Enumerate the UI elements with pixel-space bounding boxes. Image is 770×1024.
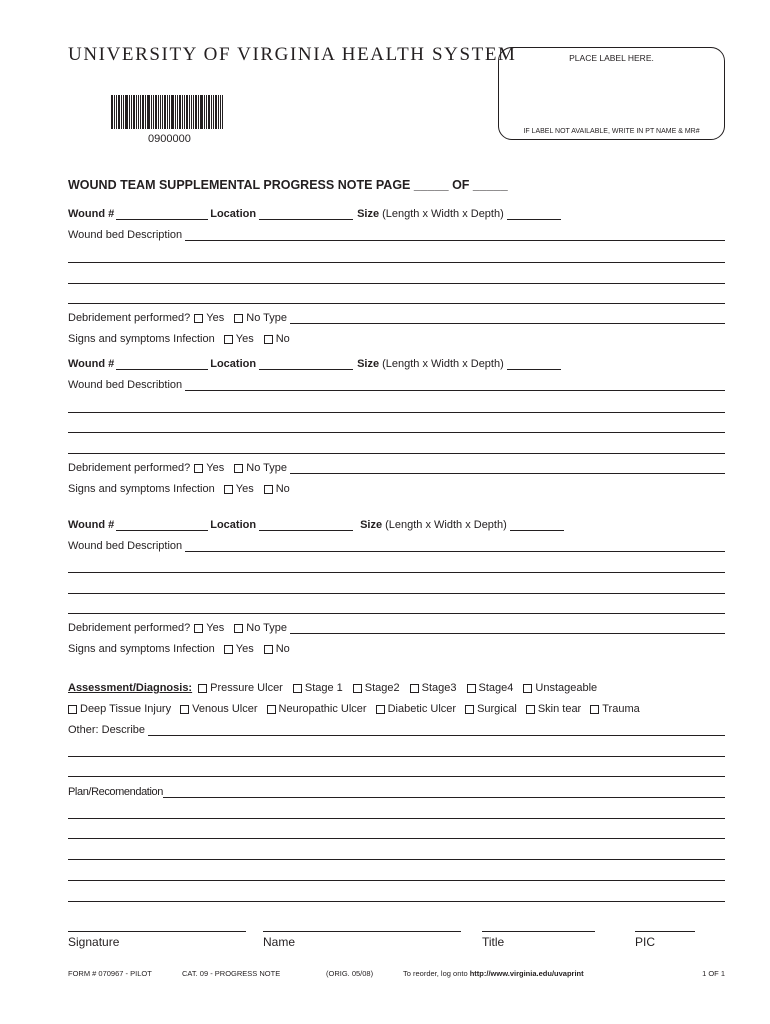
- barcode-number: 0900000: [148, 133, 191, 145]
- diagnosis-option-label: Unstageable: [535, 682, 598, 694]
- diagnosis-option-label: Diabetic Ulcer: [387, 703, 457, 715]
- location-field[interactable]: [259, 358, 353, 370]
- writing-line[interactable]: [68, 593, 725, 594]
- infection-yes-checkbox[interactable]: [224, 645, 233, 654]
- diagnosis-option-label: Neuropathic Ulcer: [278, 703, 367, 715]
- wound-2-header-row: [68, 358, 563, 370]
- debridement-type-field[interactable]: [290, 462, 725, 474]
- wound-1-header-row: [68, 208, 563, 220]
- stage-1-checkbox[interactable]: [293, 684, 302, 693]
- yes-label: Yes: [206, 622, 225, 634]
- catalog-code: CAT. 09 - PROGRESS NOTE: [182, 969, 281, 978]
- no-label: No: [275, 483, 290, 495]
- wound-bed-label: Wound bed Description: [68, 540, 183, 552]
- yes-label: Yes: [235, 643, 254, 655]
- form-title: WOUND TEAM SUPPLEMENTAL PROGRESS NOTE PAGE _____ OF _____: [68, 178, 508, 192]
- wound-2-infection-row: [68, 483, 290, 495]
- infection-label: Signs and symptoms Infection: [68, 483, 215, 495]
- assessment-row-1: [68, 682, 597, 694]
- reorder-note: [403, 969, 584, 978]
- writing-line[interactable]: [68, 613, 725, 614]
- size-hint: (Length x Width x Depth): [385, 519, 507, 531]
- skin-tear-checkbox[interactable]: [526, 705, 535, 714]
- patient-label-box: [498, 47, 725, 140]
- wound-number-field[interactable]: [116, 208, 208, 220]
- writing-line[interactable]: [68, 303, 725, 304]
- size-label: Size: [357, 208, 380, 220]
- debridement-yes-checkbox[interactable]: [194, 624, 203, 633]
- pressure-ulcer-checkbox[interactable]: [198, 684, 207, 693]
- debridement-no-checkbox[interactable]: [234, 464, 243, 473]
- venous-ulcer-checkbox[interactable]: [180, 705, 189, 714]
- wound-bed-field[interactable]: [185, 229, 725, 241]
- size-field[interactable]: [507, 208, 561, 220]
- infection-label: Signs and symptoms Infection: [68, 333, 215, 345]
- surgical-checkbox[interactable]: [465, 705, 474, 714]
- writing-line[interactable]: [68, 412, 725, 413]
- infection-no-checkbox[interactable]: [264, 485, 273, 494]
- plan-label: Plan/Recomendation: [68, 786, 163, 798]
- location-label: Location: [210, 358, 257, 370]
- wound-2-debridement-row: [68, 462, 725, 474]
- diagnosis-option-label: Pressure Ulcer: [210, 682, 283, 694]
- stage-3-checkbox[interactable]: [410, 684, 419, 693]
- other-describe-field[interactable]: [148, 724, 725, 736]
- writing-line[interactable]: [68, 818, 725, 819]
- wound-bed-field[interactable]: [185, 379, 725, 391]
- size-label: Size: [357, 358, 380, 370]
- debridement-no-checkbox[interactable]: [234, 314, 243, 323]
- signature-line[interactable]: [68, 931, 246, 932]
- diagnosis-option-label: Surgical: [477, 703, 517, 715]
- diagnosis-option-label: Skin tear: [537, 703, 582, 715]
- writing-line[interactable]: [68, 880, 725, 881]
- diagnosis-option-label: Stage2: [364, 682, 400, 694]
- wound-3-infection-row: [68, 643, 290, 655]
- wound-3-bed-row: [68, 540, 725, 552]
- neuropathic-ulcer-checkbox[interactable]: [267, 705, 276, 714]
- size-hint: (Length x Width x Depth): [382, 208, 504, 220]
- diagnosis-option-label: Trauma: [602, 703, 640, 715]
- page-count: 1 OF 1: [702, 969, 725, 978]
- wound-bed-label: Wound bed Describtion: [68, 379, 183, 391]
- no-label: No: [275, 643, 290, 655]
- reorder-prefix: To reorder, log onto: [403, 969, 470, 978]
- no-label: No: [275, 333, 290, 345]
- size-label: Size: [360, 519, 383, 531]
- diabetic-ulcer-checkbox[interactable]: [376, 705, 385, 714]
- size-field[interactable]: [507, 358, 561, 370]
- writing-line[interactable]: [68, 572, 725, 573]
- wound-1-bed-row: [68, 229, 725, 241]
- location-label: Location: [210, 519, 257, 531]
- signature-label: Signature: [68, 935, 120, 949]
- debridement-type-field[interactable]: [290, 312, 725, 324]
- no-type-label: No Type: [246, 462, 288, 474]
- writing-line[interactable]: [68, 901, 725, 902]
- wound-number-field[interactable]: [116, 358, 208, 370]
- barcode: [111, 95, 227, 129]
- infection-yes-checkbox[interactable]: [224, 335, 233, 344]
- size-field[interactable]: [510, 519, 564, 531]
- location-field[interactable]: [259, 208, 353, 220]
- deep-tissue-injury-checkbox[interactable]: [68, 705, 77, 714]
- other-describe-label: Other: Describe: [68, 724, 146, 736]
- location-label: Location: [210, 208, 257, 220]
- wound-number-field[interactable]: [116, 519, 208, 531]
- writing-line[interactable]: [68, 756, 725, 757]
- no-type-label: No Type: [246, 312, 288, 324]
- wound-number-label: Wound #: [68, 519, 115, 531]
- title-label: Title: [482, 935, 505, 949]
- infection-yes-checkbox[interactable]: [224, 485, 233, 494]
- title-line[interactable]: [482, 931, 595, 932]
- yes-label: Yes: [235, 483, 254, 495]
- writing-line[interactable]: [68, 262, 725, 263]
- debridement-label: Debridement performed?: [68, 622, 191, 634]
- name-line[interactable]: [263, 931, 461, 932]
- origin-date: (ORIG. 05/08): [326, 969, 374, 978]
- wound-3-header-row: [68, 519, 566, 531]
- debridement-yes-checkbox[interactable]: [194, 464, 203, 473]
- infection-no-checkbox[interactable]: [264, 335, 273, 344]
- writing-line[interactable]: [68, 838, 725, 839]
- plan-field[interactable]: [163, 786, 725, 798]
- trauma-checkbox[interactable]: [590, 705, 599, 714]
- writing-line[interactable]: [68, 859, 725, 860]
- infection-label: Signs and symptoms Infection: [68, 643, 215, 655]
- writing-line[interactable]: [68, 432, 725, 433]
- debridement-label: Debridement performed?: [68, 462, 191, 474]
- location-field[interactable]: [259, 519, 353, 531]
- yes-label: Yes: [206, 462, 225, 474]
- wound-bed-field[interactable]: [185, 540, 725, 552]
- diagnosis-option-label: Stage4: [478, 682, 514, 694]
- debridement-label: Debridement performed?: [68, 312, 191, 324]
- label-box-alternate-instruction: IF LABEL NOT AVAILABLE, WRITE IN PT NAME & MR#: [523, 128, 700, 135]
- wound-1-debridement-row: [68, 312, 725, 324]
- infection-no-checkbox[interactable]: [264, 645, 273, 654]
- assessment-label: Assessment/Diagnosis:: [68, 682, 193, 694]
- other-describe-row: [68, 724, 725, 736]
- name-label: Name: [263, 935, 296, 949]
- pic-label: PIC: [635, 935, 656, 949]
- diagnosis-option-label: Stage 1: [304, 682, 343, 694]
- yes-label: Yes: [206, 312, 225, 324]
- wound-number-label: Wound #: [68, 358, 115, 370]
- debridement-yes-checkbox[interactable]: [194, 314, 203, 323]
- wound-number-label: Wound #: [68, 208, 115, 220]
- pic-line[interactable]: [635, 931, 695, 932]
- diagnosis-option-label: Stage3: [421, 682, 457, 694]
- label-box-instruction: PLACE LABEL HERE.: [569, 53, 654, 63]
- no-type-label: No Type: [246, 622, 288, 634]
- yes-label: Yes: [235, 333, 254, 345]
- diagnosis-option-label: Deep Tissue Injury: [80, 703, 172, 715]
- form-number: FORM # 070967 - PILOT: [68, 969, 152, 978]
- wound-2-bed-row: [68, 379, 725, 391]
- unstageable-checkbox[interactable]: [523, 684, 532, 693]
- wound-1-infection-row: [68, 333, 290, 345]
- wound-bed-label: Wound bed Description: [68, 229, 183, 241]
- wound-3-debridement-row: [68, 622, 725, 634]
- debridement-type-field[interactable]: [290, 622, 725, 634]
- assessment-row-2: [68, 703, 640, 715]
- plan-row: [68, 786, 725, 798]
- stage-2-checkbox[interactable]: [353, 684, 362, 693]
- debridement-no-checkbox[interactable]: [234, 624, 243, 633]
- institution-title: UNIVERSITY OF VIRGINIA HEALTH SYSTEM: [68, 44, 517, 65]
- writing-line[interactable]: [68, 453, 725, 454]
- writing-line[interactable]: [68, 283, 725, 284]
- reorder-link[interactable]: http://www.virginia.edu/uvaprint: [469, 969, 584, 978]
- diagnosis-option-label: Venous Ulcer: [192, 703, 258, 715]
- size-hint: (Length x Width x Depth): [382, 358, 504, 370]
- writing-line[interactable]: [68, 776, 725, 777]
- stage-4-checkbox[interactable]: [467, 684, 476, 693]
